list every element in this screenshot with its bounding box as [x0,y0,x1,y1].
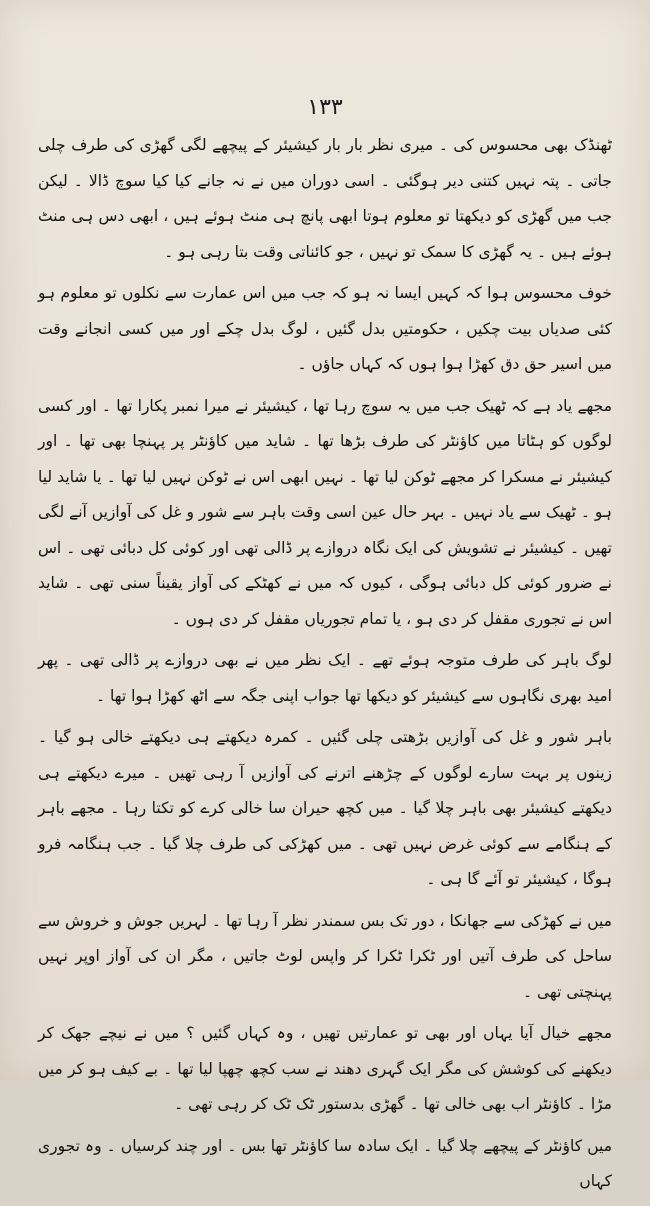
paragraph-3: مجھے یاد ہے کہ ٹھیک جب میں یہ سوچ رہا تھا ، کیشیئر نے میرا نمبر پکارا تھا ۔ اور کسی لوگوں کو ہٹاتا میں کاؤنٹر کی طرف بڑھا تھا ۔ شاید میں کاؤنٹر پر پہنچا بھی تھا ۔ اور کیشیئر نے مسکرا کر مجھے ٹوکن لیا تھا ۔ نہیں ابھی اس نے ٹوکن نہیں لیا تھا ۔ یا شاید لیا ہو ۔ ٹھیک سے یاد نہیں ۔ بہر حال عین اسی وقت باہر سے شور و غل کی آوازیں آنے لگی تھیں ۔ کیشیئر نے تشویش کی ایک نگاہ دروازے پر ڈالی تھی اور کوئی کل دبائی تھی ۔ اس نے ضرور کوئی کل دبائی ہوگی ، کیوں کہ میں نے کھٹکے کی آواز یقیناً سنی تھی ۔ شاید اس نے تجوری مقفل کر دی ہو ، یا تمام تجوریاں مقفل کر دی ہوں ۔ [38,396,612,628]
paragraph-4: لوگ باہر کی طرف متوجہ ہوئے تھے ۔ ایک نظر میں نے بھی دروازے پر ڈالی تھی ۔ پھر امید بھری نگاہوں سے کیشیئر کو دیکھا تھا جواب اپنی جگہ سے اٹھ کھڑا ہوا تھا ۔ [38,651,612,705]
paragraph-1: ٹھنڈک بھی محسوس کی ۔ میری نظر بار بار کیشیئر کے پیچھے لگی گھڑی کی طرف چلی جاتی ۔ پتہ نہیں کتنی دیر ہوگئی ۔ اسی دوران میں نے نہ جانے کیا کیا سوچ ڈالا ۔ لیکن جب میں گھڑی کو دیکھتا تو معلوم ہوتا ابھی پانچ ہی منٹ ہوئے ہیں ، ابھی دس ہی منٹ ہوئے ہیں ۔ یہ گھڑی کا سمک تو نہیں ، جو کائناتی وقت بتا رہی ہو ۔ [38,136,612,261]
paragraph-8: میں کاؤنٹر کے پیچھے چلا گیا ۔ ایک سادہ سا کاؤنٹر تھا بس ۔ اور چند کرسیاں ۔ وہ تجوری کہاں [38,1136,612,1190]
paragraph-7: مجھے خیال آیا یہاں اور بھی تو عمارتیں تھیں ، وہ کہاں گئیں ؟ میں نے نیچے جھک کر دیکھنے کی کوشش کی مگر ایک گہری دھند نے سب کچھ چھپا لیا تھا ۔ بے کیف ہو کر میں مڑا ۔ کاؤنٹر اب بھی خالی تھا ۔ گھڑی بدستور ٹک ٹک کر رہی تھی ۔ [38,1024,612,1113]
page-number: ۱۳۳ [307,95,343,120]
paragraph-2: خوف محسوس ہوا کہ کہیں ایسا نہ ہو کہ جب میں اس عمارت سے نکلوں تو معلوم ہو کئی صدیاں بیت چکیں ، حکومتیں بدل گئیں ، لوگ بدل چکے اور میں کسی انجانے وقت میں اسیر حق دق کھڑا ہوا ہوں کہ کہاں جاؤں ۔ [38,284,612,373]
paragraph-6: میں نے کھڑکی سے جھانکا ، دور تک بس سمندر نظر آ رہا تھا ۔ لہریں جوش و خروش سے ساحل کی طرف آتیں اور ٹکرا ٹکرا کر واپس لوٹ جاتیں ، مگر ان کی آواز اوپر نہیں پہنچتی تھی ۔ [38,911,612,1001]
paragraph-5: باہر شور و غل کی آوازیں بڑھتی چلی گئیں ۔ کمرہ دیکھتے ہی دیکھتے خالی ہو گیا ۔ زینوں پر بہت سارے لوگوں کے چڑھنے اترنے کی آوازیں آ رہی تھیں ۔ میرے دیکھتے ہی دیکھتے کیشیئر بھی باہر چلا گیا ۔ میں کچھ حیران سا خالی کرے کو تکتا رہا ۔ مجھے باہر کے ہنگامے سے کوئی غرض نہیں تھی ۔ میں کھڑکی کی طرف چلا گیا ۔ جب ہنگامہ فرو ہوگا ، کیشیئر تو آئے گا ہی ۔ [38,728,612,888]
page-text [38,128,612,1206]
